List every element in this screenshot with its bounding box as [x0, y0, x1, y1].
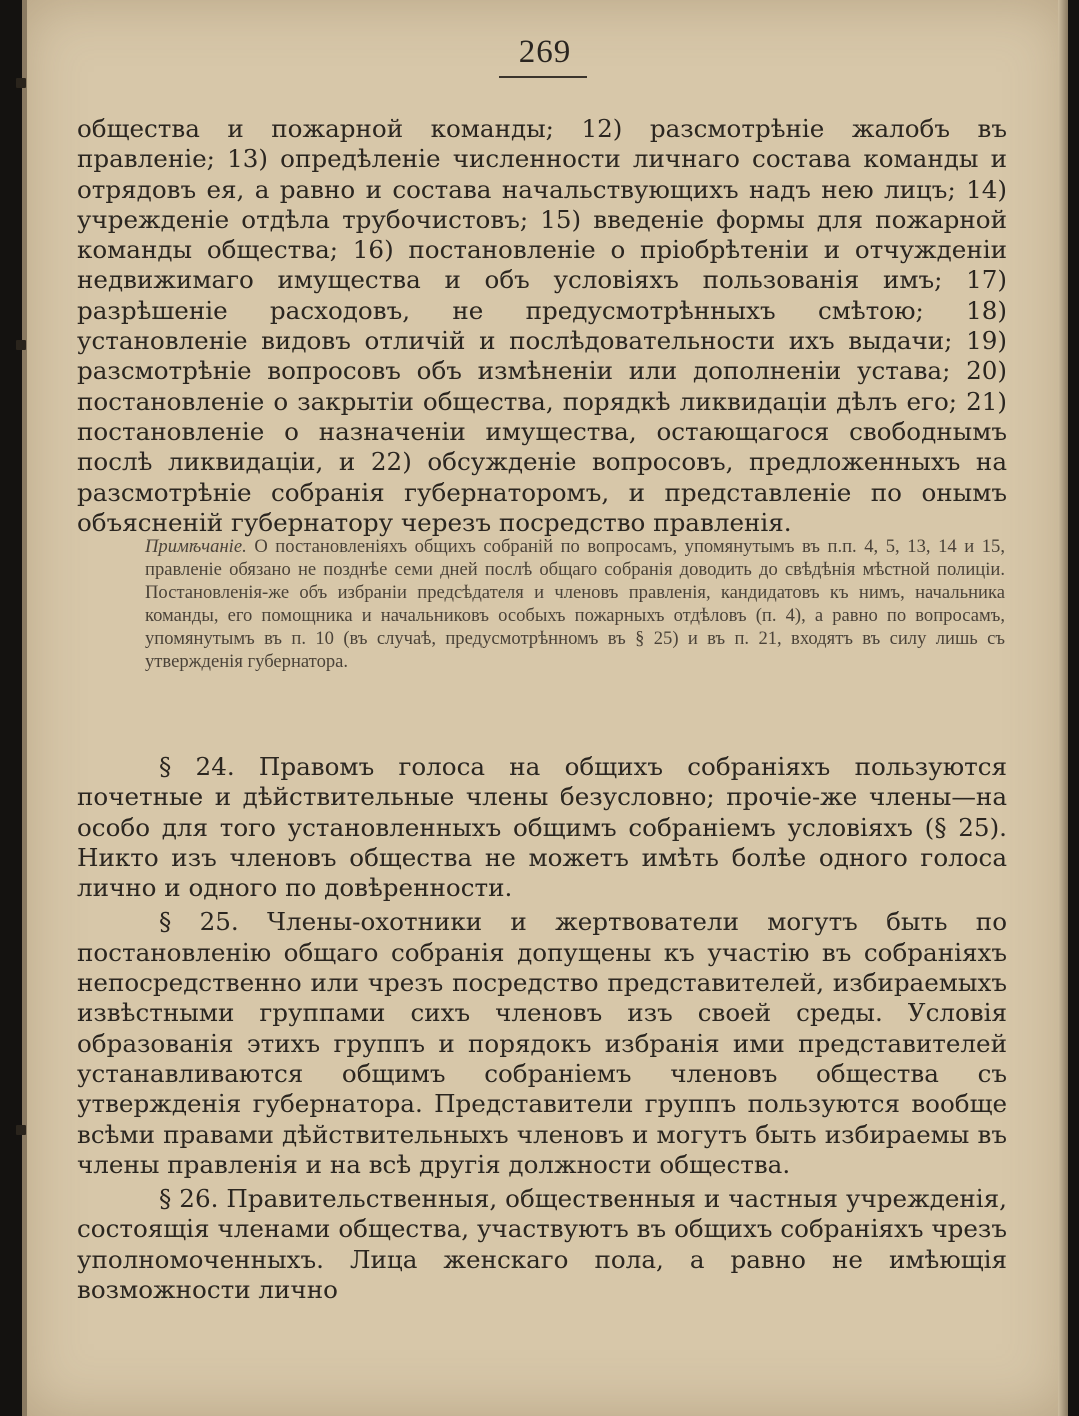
section-24: § 24. Правомъ голоса на общихъ собраніяхъ пользуются почетные и дѣйствительные члены безусловно; прочіе-же члены—на особо для того установленныхъ общимъ собраніемъ условіяхъ (§ 25). Никто изъ членовъ общества не можетъ имѣть болѣе одного голоса лично и одного по довѣренности.	[77, 752, 1007, 903]
binding-mark	[16, 1125, 26, 1135]
note-label: Примѣчаніе.	[145, 536, 247, 557]
book-page	[22, 0, 1068, 1416]
binding-mark	[16, 340, 26, 350]
note-block	[145, 536, 1005, 673]
section-25: § 25. Члены-охотники и жертвователи могутъ быть по постановленію общаго собранія допущены къ участію въ собраніяхъ непосредственно или чрезъ посредство представителей, избираемыхъ извѣстными группами сихъ членовъ изъ своей среды. Условія образованія этихъ группъ и порядокъ избранія ими представителей устанавливаются общимъ собраніемъ членовъ общества съ утвержденія губернатора. Представители группъ пользуются вообще всѣми правами дѣйствительныхъ членовъ и могутъ быть избираемы въ члены правленія и на всѣ другія должности общества.	[77, 907, 1007, 1179]
page-edge	[1058, 0, 1068, 1416]
body-text-top	[77, 114, 1007, 538]
paragraph-continuation: общества и пожарной команды; 12) разсмотрѣніе жалобъ въ правленіе; 13) опредѣленіе численности личнаго состава команды и отрядовъ ея, а равно и состава начальствующихъ надъ нею лицъ; 14) учрежденіе отдѣла трубочистовъ; 15) введеніе формы для пожарной команды общества; 16) постановленіе о пріобрѣтеніи и отчужденіи недвижимаго имущества и объ условіяхъ пользованія имъ; 17) разрѣшеніе расходовъ, не предусмотрѣнныхъ смѣтою; 18) установленіе видовъ отличій и послѣдовательности ихъ выдачи; 19) разсмотрѣніе вопросовъ объ измѣненіи или дополненіи устава; 20) постановленіе о закрытіи общества, порядкѣ ликвидаціи дѣлъ его; 21) постановленіе о назначеніи имущества, остающагося свободнымъ послѣ ликвидаціи, и 22) обсужденіе вопросовъ, предложенныхъ на разсмотрѣніе собранія губернаторомъ, и представленіе по онымъ объясненій губернатору черезъ посредство правленія.	[77, 114, 1007, 537]
section-26: § 26. Правительственныя, общественныя и частныя учрежденія, состоящія членами общества, участвуютъ въ общихъ собраніяхъ чрезъ уполномоченныхъ. Лица женскаго пола, а равно не имѣющія возможности лично	[77, 1184, 1007, 1305]
note-paragraph	[145, 536, 1005, 673]
note-text: О постановленіяхъ общихъ собраній по вопросамъ, упомянутымъ въ п.п. 4, 5, 13, 14 и 15, правленіе обязано не позднѣе семи дней послѣ общаго собранія доводить до свѣдѣнія мѣстной полиціи. Постановленія-же объ избраніи предсѣдателя и членовъ правленія, кандидатовъ къ нимъ, начальника команды, его помощника и начальниковъ особыхъ пожарныхъ отдѣловъ (п. 4), а равно по вопросамъ, упомянутымъ въ п. 10 (въ случаѣ, предусмотрѣнномъ въ § 25) и въ п. 21, входятъ въ силу лишь съ утвержденія губернатора.	[145, 536, 1005, 672]
page-number-underline	[499, 76, 587, 78]
page-number: 269	[518, 34, 572, 70]
binding-mark	[16, 78, 26, 88]
page-spine	[22, 0, 27, 1416]
body-text-sections	[77, 752, 1007, 1305]
